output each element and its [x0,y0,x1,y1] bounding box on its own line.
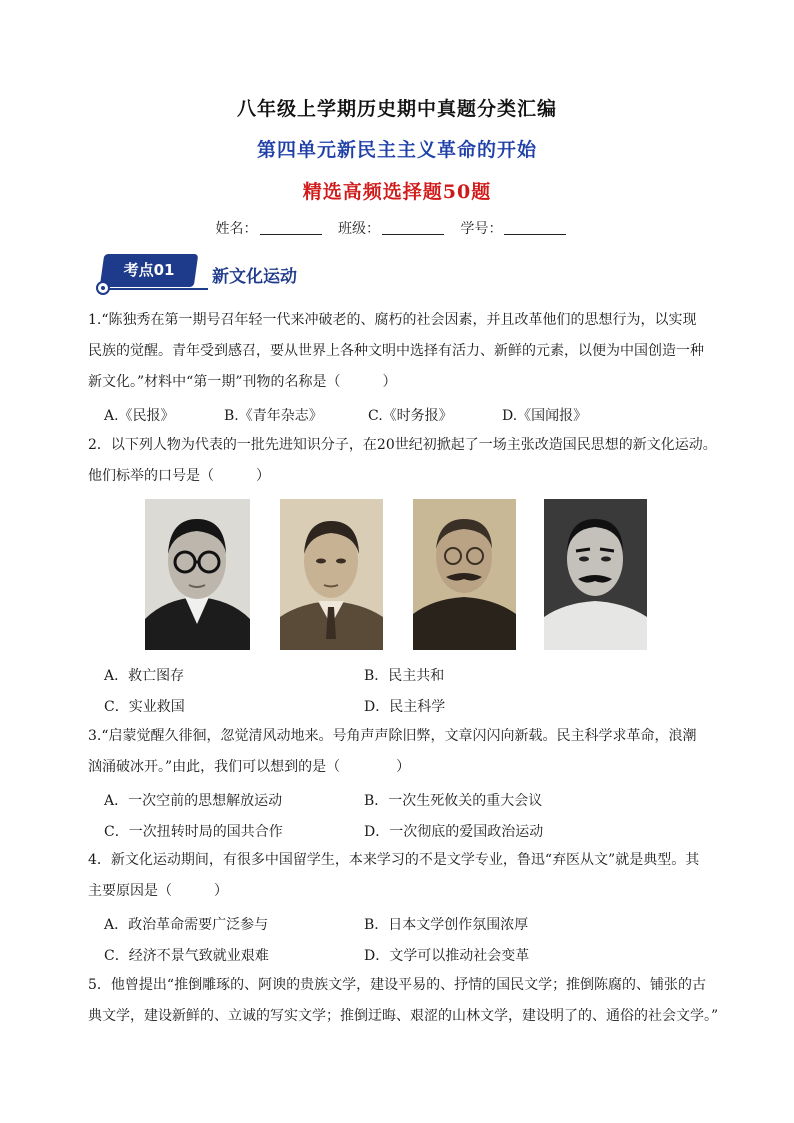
portrait-photo-1 [145,499,250,650]
document-title: 八年级上学期历史期中真题分类汇编 [236,98,557,120]
badge-dot-icon [96,281,110,295]
option-b: B．民主共和 [364,668,445,684]
option-c: C.《时务报》 [368,408,453,424]
portrait-photo-2 [280,499,383,650]
option-d: D．文学可以推动社会变革 [364,948,530,964]
portrait-photo-3 [413,499,516,650]
question-line: 汹涌破冰开。”由此，我们可以想到的是（ ） [88,759,411,775]
option-a: A．一次空前的思想解放运动 [104,793,283,809]
student-info [0,218,794,238]
id-blank [504,234,566,235]
question-line: 民族的觉醒。青年受到感召，要从世界上各种文明中选择有活力、新鲜的元素，以便为中国创造一种 [88,343,704,359]
question-1 [88,305,708,398]
name-blank [260,234,322,235]
question-4 [88,845,708,907]
section-badge-label: 考点01 [123,261,175,279]
option-a: A.《民报》 [104,408,175,424]
question-line: 2．以下列人物为代表的一批先进知识分子，在20世纪初掀起了一场主张改造国民思想的新文化运动。 [88,437,717,453]
question-line: 5．他曾提出“推倒雕琢的、阿谀的贵族文学，建设平易的、抒情的国民文学；推倒陈腐的、铺张的古 [88,977,707,993]
option-b: B.《青年杂志》 [224,408,323,424]
option-a: A．政治革命需要广泛参与 [104,917,269,933]
option-d: D．民主科学 [364,699,446,715]
unit-title: 第四单元新民主主义革命的开始 [256,139,537,161]
option-c: C．经济不景气致就业艰难 [104,948,269,964]
question-line: 他们标举的口号是（ ） [88,468,270,484]
question-line: 新文化。”材料中“第一期”刊物的名称是（ ） [88,374,397,390]
question-line: 4．新文化运动期间，有很多中国留学生，本来学习的不是文学专业，鲁迅“弃医从文”就是典型。其 [88,852,700,868]
question-line: 3.“启蒙觉醒久徘徊，忽觉清风动地来。号角声声除旧弊，文章闪闪向新载。民主科学求革命，浪潮 [88,728,697,744]
option-d: D．一次彻底的爱国政治运动 [364,824,544,840]
option-b: B．日本文学创作氛围浓厚 [364,917,529,933]
option-c: C．实业救国 [104,699,185,715]
option-c: C．一次扭转时局的国共合作 [104,824,283,840]
option-d: D.《国闻报》 [502,408,588,424]
id-label: 学号： [460,221,503,237]
question-line: 1.“陈独秀在第一期号召年轻一代来冲破老的、腐朽的社会因素，并且改革他们的思想行为，以实现 [88,312,697,328]
class-label: 班级： [338,221,380,237]
portrait-photo-4 [544,499,647,650]
question-3 [88,721,708,783]
question-line: 典文学，建设新鲜的、立诚的写实文学；推倒迂晦、艰涩的山林文学，建设明了的、通俗的社会文学。” [88,1008,719,1024]
question-2 [88,430,728,492]
option-b: B．一次生死攸关的重大会议 [364,793,543,809]
option-a: A．救亡图存 [104,668,185,684]
class-blank [382,234,444,235]
question-5 [88,970,728,1032]
document-subtitle: 精选高频选择题50题 [302,181,492,203]
section-title: 新文化运动 [212,267,297,287]
name-label: 姓名： [215,221,258,237]
question-line: 主要原因是（ ） [88,883,228,899]
